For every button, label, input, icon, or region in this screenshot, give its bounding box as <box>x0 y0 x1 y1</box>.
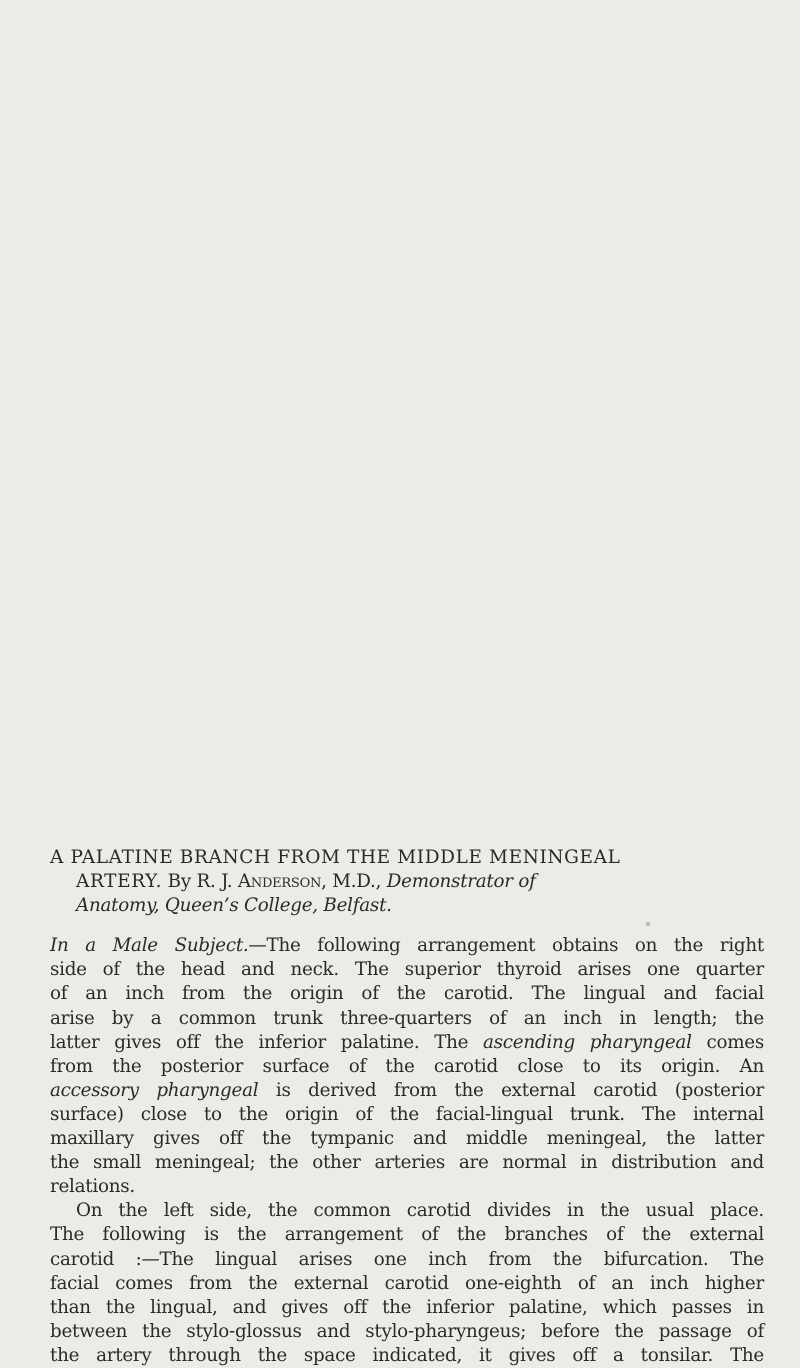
term-accessory-pharyngeal: accessory pharyngeal <box>50 1079 259 1101</box>
paragraph-line: latter gives off the inferior palatine. The ascending pharyngeal comes <box>50 1031 764 1053</box>
article <box>50 846 764 1368</box>
paragraph-line: facial comes from the external carotid one-eighth of an inch higher <box>50 1272 764 1294</box>
paragraph-line: than the lingual, and gives off the inferior palatine, which passes in <box>50 1296 764 1318</box>
paragraph-line: between the stylo-glossus and stylo-pharyngeus; before the passage of <box>50 1320 764 1342</box>
paragraph-line: of an inch from the origin of the carotid. The lingual and facial <box>50 983 764 1005</box>
title-line-3 <box>50 894 764 918</box>
paragraph-line: accessory pharyngeal is derived from the external carotid (posterior <box>50 1079 765 1101</box>
affiliation-anatomy: Anatomy, <box>76 895 160 917</box>
author-name: Anderson, <box>237 871 327 893</box>
paragraph-line: maxillary gives off the tympanic and middle meningeal, the latter <box>50 1128 764 1150</box>
paragraph-line: The following is the arrangement of the branches of the external <box>50 1224 764 1246</box>
byline-by: By R. J. <box>167 871 233 893</box>
paragraph-line: relations. <box>50 1176 135 1198</box>
title-line-1: A PALATINE BRANCH FROM THE MIDDLE MENINGEAL <box>50 847 621 868</box>
author-position: Demonstrator of <box>386 871 536 893</box>
title-line-2 <box>50 870 764 894</box>
paragraph-lead: In a Male Subject. <box>50 935 249 957</box>
paragraph-line: the small meningeal; the other arteries are normal in distribution and <box>50 1152 764 1174</box>
article-heading <box>50 846 764 918</box>
author-degree: M.D., <box>332 871 382 893</box>
affiliation-city: Belfast. <box>323 895 392 917</box>
paragraph-line: On the left side, the common carotid divides in the usual place. <box>76 1200 764 1222</box>
paragraph-line: side of the head and neck. The superior thyroid arises one quarter <box>50 959 764 981</box>
paragraph-line: the artery through the space indicated, it gives off a tonsilar. The <box>50 1344 764 1366</box>
paragraph-left-side <box>50 1199 764 1368</box>
title-continuation: ARTERY. <box>76 871 163 893</box>
paragraph-right-side <box>50 934 764 1199</box>
affiliation-college: Queen’s College, <box>164 895 318 917</box>
paragraph-line: from the posterior surface of the carotid close to its origin. An <box>50 1055 764 1077</box>
paragraph-line: arise by a common trunk three-quarters of an inch in length; the <box>50 1007 764 1029</box>
stray-ink-dot <box>50 918 764 934</box>
paragraph-line: carotid :—The lingual arises one inch from the bifurcation. The <box>50 1248 764 1270</box>
paragraph-line: surface) close to the origin of the facial-lingual trunk. The internal <box>50 1103 764 1125</box>
paragraph-line: In a Male Subject.—The following arrangement obtains on the right <box>50 935 764 957</box>
term-ascending-pharyngeal: ascending pharyngeal <box>483 1031 692 1053</box>
